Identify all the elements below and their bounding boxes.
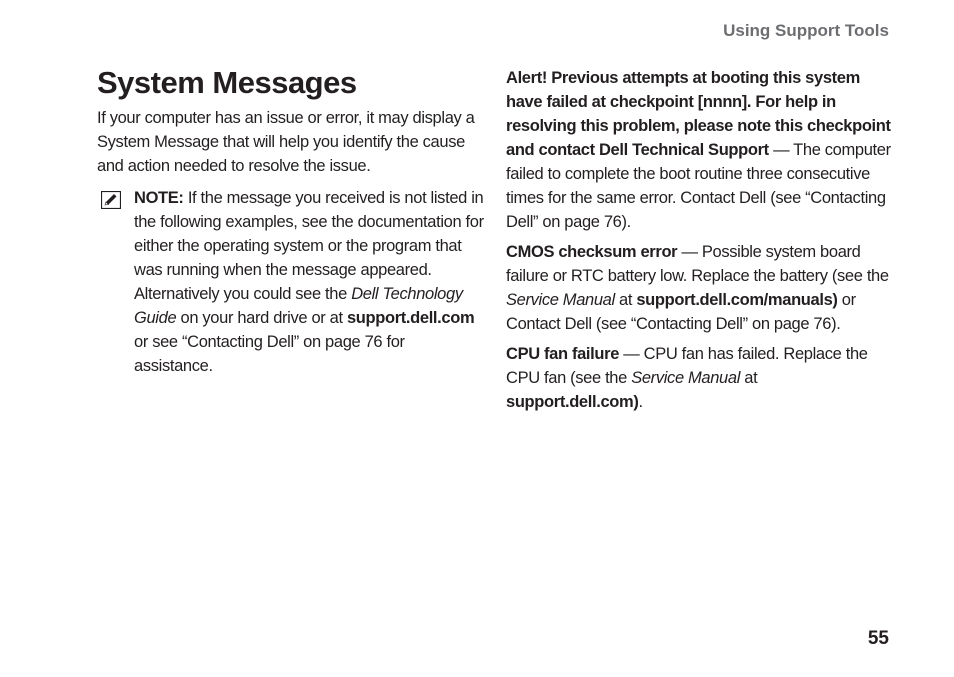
left-column	[97, 64, 487, 378]
message-description: at	[614, 291, 637, 309]
right-column	[506, 66, 891, 420]
note-text	[134, 186, 487, 378]
note-guide-title: Dell Technology Guide	[134, 285, 463, 327]
message-entry-cpu-fan	[506, 342, 891, 414]
support-link[interactable]: support.dell.com)	[506, 393, 639, 411]
message-description: — CPU fan has failed. Replace the CPU fan (see the	[506, 345, 868, 387]
service-manual-title: Service Manual	[631, 369, 741, 387]
note-label: NOTE:	[134, 189, 184, 207]
message-description: .	[638, 393, 643, 411]
pencil-note-icon	[101, 191, 121, 209]
message-term: CPU fan failure	[506, 345, 620, 363]
service-manual-title: Service Manual	[506, 291, 615, 309]
message-entry-alert	[506, 66, 891, 234]
message-description: — Possible system board failure or RTC battery low. Replace the battery (see the	[506, 243, 889, 285]
note-text-1: If the message you received is not listed in the following examples, see the documentation for either the operating system or the program that was running when the message appeared. Alternatively you could see the	[134, 189, 484, 303]
page-number: 55	[867, 628, 889, 649]
message-description: — The computer failed to complete the boot routine three consecutive times for the same error. Contact Dell (see “Contacting Dell” on page 76).	[506, 141, 891, 231]
manuals-link[interactable]: support.dell.com/manuals)	[636, 291, 838, 309]
note-text-3: or see “Contacting Dell” on page 76 for assistance.	[134, 333, 405, 375]
note-support-link[interactable]: support.dell.com	[346, 309, 475, 327]
message-term: Alert! Previous attempts at booting this system have failed at checkpoint [nnnn]. For help in resolving this problem, please note this checkpoint and contact Dell Technical Support	[506, 69, 891, 159]
message-description: or Contact Dell (see “Contacting Dell” on page 76).	[506, 291, 856, 333]
message-term: CMOS checksum error	[506, 243, 678, 261]
page-title: System Messages	[97, 65, 357, 100]
note-block	[97, 186, 487, 378]
note-text-2: on your hard drive or at	[176, 309, 347, 327]
message-entry-cmos	[506, 240, 891, 336]
running-head: Using Support Tools	[723, 21, 889, 40]
message-description: at	[740, 369, 758, 387]
intro-paragraph: If your computer has an issue or error, it may display a System Message that will help you identify the cause and action needed to resolve the issue.	[97, 109, 475, 175]
